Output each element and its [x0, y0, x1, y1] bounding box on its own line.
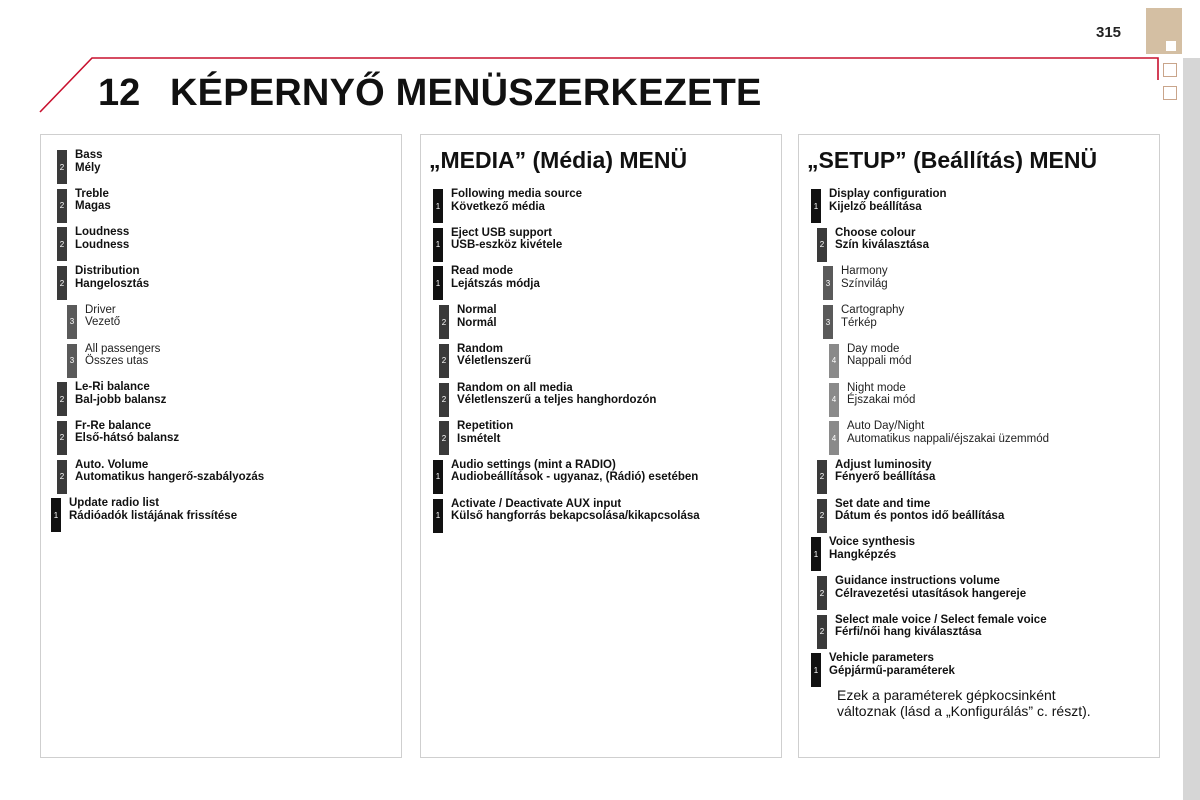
- menu-item-label-en: Display configuration: [829, 188, 947, 200]
- menu-item-texts: [451, 265, 540, 290]
- menu-item-label-en: Driver: [85, 303, 116, 316]
- menu-item-label-hu: Normál: [457, 316, 497, 329]
- menu-item-label-hu: Gépjármű-paraméterek: [829, 664, 955, 677]
- menu-item: [811, 188, 947, 224]
- menu-item-label-en: Day mode: [847, 342, 900, 355]
- menu-item-label-hu: Hangképzés: [829, 548, 897, 561]
- menu-item-label-en: Choose colour: [835, 226, 916, 239]
- menu-level-badge: 1: [433, 189, 443, 223]
- menu-item-label-en: Distribution: [75, 265, 140, 278]
- menu-level-badge: 2: [439, 383, 449, 417]
- menu-item-label-en: Auto Day/Night: [847, 420, 925, 433]
- menu-item-label-en: Voice synthesis: [829, 536, 916, 549]
- menu-level-badge: 2: [57, 189, 67, 223]
- menu-item-label-en: Le-Ri balance: [75, 381, 150, 394]
- menu-level-badge: 2: [817, 615, 827, 649]
- menu-level-badge: 1: [811, 537, 821, 571]
- column-heading: „MEDIA” (Média) MENÜ: [429, 147, 688, 173]
- menu-item-label-hu: Célravezetési utasítások hangereje: [835, 587, 1027, 600]
- menu-item-label-hu: Nappali mód: [847, 355, 912, 368]
- menu-level-badge: 4: [829, 344, 839, 378]
- setup-menu-column: [798, 134, 1160, 758]
- menu-item-label-hu: Férfi/női hang kiválasztása: [835, 626, 982, 639]
- menu-item-label-hu: Lejátszás módja: [451, 277, 540, 290]
- menu-item: [57, 381, 166, 417]
- menu-item-texts: [829, 188, 947, 213]
- menu-level-badge: 2: [57, 150, 67, 184]
- menu-item-label-en: Select male voice / Select female voice: [835, 613, 1047, 626]
- menu-item-texts: [457, 420, 513, 445]
- menu-item-texts: [451, 188, 582, 213]
- page-number: 315: [1096, 24, 1122, 41]
- menu-item-texts: [75, 265, 149, 290]
- menu-item: [817, 498, 1004, 534]
- menu-item-label-en: Random on all media: [457, 381, 573, 394]
- column-heading: „SETUP” (Beállítás) MENÜ: [807, 147, 1098, 173]
- menu-item: [439, 304, 497, 340]
- menu-item-label-hu: Szín kiválasztása: [835, 239, 929, 252]
- menu-level-badge: 3: [823, 305, 833, 339]
- menu-level-badge: 2: [57, 460, 67, 494]
- menu-item-texts: [841, 304, 904, 329]
- menu-item-label-en: Normal: [457, 304, 497, 317]
- menu-item-texts: [829, 536, 915, 561]
- menu-item-label-hu: Véletlenszerű a teljes hanghordozón: [457, 394, 657, 406]
- menu-item: [433, 188, 582, 224]
- menu-item: [57, 459, 264, 495]
- menu-item-label-hu: Első-hátsó balansz: [75, 432, 180, 445]
- menu-item-label-en: Following media source: [451, 188, 582, 200]
- menu-item: [51, 497, 237, 533]
- menu-item-label-hu: Ismételt: [457, 432, 501, 445]
- menu-item-label-en: Audio settings (mint a RADIO): [451, 458, 616, 471]
- menu-item: [433, 459, 698, 495]
- menu-item-texts: [835, 459, 935, 484]
- menu-item-label-en: Fr-Re balance: [75, 419, 152, 432]
- menu-item-texts: [835, 614, 1047, 639]
- menu-item-label-en: Vehicle parameters: [829, 652, 934, 665]
- note-line: változnak (lásd a „Konfigurálás” c. részt).: [837, 703, 1091, 719]
- menu-item-label-en: Eject USB support: [451, 226, 552, 239]
- menu-item-label-hu: Hangelosztás: [75, 277, 150, 290]
- menu-item-label-hu: Dátum és pontos idő beállítása: [835, 510, 1005, 523]
- menu-item: [817, 227, 929, 263]
- menu-item-label-en: Cartography: [841, 304, 905, 317]
- menu-item-label-en: Activate / Deactivate AUX input: [451, 497, 622, 510]
- menu-level-badge: 2: [57, 421, 67, 455]
- menu-item-texts: [75, 226, 129, 251]
- menu-item-label-hu: Audiobeállítások - ugyanaz, (Rádió) esetében: [451, 471, 699, 484]
- menu-item-texts: [451, 459, 698, 484]
- menu-item-label-en: Loudness: [75, 226, 130, 239]
- menu-item-label-en: Treble: [75, 187, 109, 200]
- menu-level-badge: 2: [57, 227, 67, 261]
- menu-item: [57, 188, 111, 224]
- menu-level-badge: 1: [51, 498, 61, 532]
- menu-item-label-hu: Fényerő beállítása: [835, 471, 936, 484]
- menu-level-badge: 1: [811, 653, 821, 687]
- menu-item: [433, 265, 540, 301]
- menu-item: [811, 536, 915, 572]
- menu-item-label-en: Harmony: [841, 265, 888, 278]
- menu-level-badge: 1: [433, 460, 443, 494]
- menu-item-texts: [85, 304, 120, 329]
- menu-item-label-en: Update radio list: [69, 497, 160, 510]
- menu-item: [829, 382, 915, 418]
- menu-item: [433, 227, 562, 263]
- menu-item-texts: [457, 304, 497, 329]
- menu-item-label-en: Night mode: [847, 381, 906, 394]
- menu-level-badge: 3: [67, 344, 77, 378]
- menu-item-texts: [85, 343, 160, 368]
- menu-item-label-hu: Összes utas: [85, 355, 149, 367]
- menu-item-texts: [457, 382, 656, 407]
- menu-item: [57, 420, 179, 456]
- menu-level-badge: 2: [57, 266, 67, 300]
- menu-item-label-hu: Rádióadók listájának frissítése: [69, 509, 238, 522]
- menu-level-badge: 2: [439, 305, 449, 339]
- menu-item-texts: [841, 265, 888, 290]
- menu-item-label-hu: USB-eszköz kivétele: [451, 239, 563, 252]
- menu-item-label-en: Bass: [75, 149, 103, 161]
- menu-item-texts: [847, 343, 912, 368]
- menu-item-texts: [75, 149, 103, 174]
- menu-item: [67, 304, 120, 340]
- note-line: Ezek a paraméterek gépkocsinként: [837, 687, 1056, 703]
- menu-level-badge: 2: [439, 421, 449, 455]
- menu-item: [823, 304, 904, 340]
- menu-item-label-hu: Mély: [75, 161, 101, 174]
- menu-item: [817, 459, 935, 495]
- menu-item: [67, 343, 160, 379]
- menu-item-texts: [847, 420, 1049, 445]
- menu-item-label-hu: Kijelző beállítása: [829, 200, 922, 213]
- menu-level-badge: 2: [817, 499, 827, 533]
- menu-item-texts: [847, 382, 915, 407]
- menu-item-texts: [75, 459, 264, 484]
- menu-item-texts: [75, 420, 179, 445]
- page-title: KÉPERNYŐ MENÜSZERKEZETE: [170, 72, 762, 114]
- menu-item: [57, 149, 103, 185]
- menu-item-label-en: All passengers: [85, 342, 161, 355]
- menu-level-badge: 1: [811, 189, 821, 223]
- chapter-number: 12: [98, 72, 141, 114]
- menu-item-texts: [835, 227, 929, 252]
- menu-item-label-en: Read mode: [451, 265, 513, 278]
- menu-item-label-hu: Színvilág: [841, 277, 888, 290]
- menu-level-badge: 3: [823, 266, 833, 300]
- menu-level-badge: 2: [57, 382, 67, 416]
- menu-item-texts: [451, 227, 562, 252]
- menu-item-texts: [835, 498, 1004, 523]
- menu-item-label-en: Adjust luminosity: [835, 458, 932, 471]
- menu-item: [811, 652, 955, 688]
- menu-item-label-hu: Magas: [75, 200, 111, 213]
- menu-level-badge: 1: [433, 499, 443, 533]
- menu-item: [829, 343, 912, 379]
- menu-item-label-en: Random: [457, 342, 503, 355]
- menu-level-badge: 2: [817, 460, 827, 494]
- menu-item-label-hu: Külső hangforrás bekapcsolása/kikapcsolása: [451, 510, 700, 523]
- menu-level-badge: 3: [67, 305, 77, 339]
- menu-item: [817, 614, 1047, 650]
- menu-item: [817, 575, 1026, 611]
- vehicle-parameters-note: [837, 687, 1091, 719]
- menu-item: [433, 498, 700, 534]
- menu-item-texts: [451, 498, 700, 523]
- menu-level-badge: 1: [433, 228, 443, 262]
- audio-menu-column: [40, 134, 402, 758]
- menu-item-texts: [75, 188, 111, 213]
- menu-level-badge: 1: [433, 266, 443, 300]
- menu-item-texts: [835, 575, 1026, 600]
- margin-strip: [1183, 58, 1200, 800]
- menu-item-label-hu: Következő média: [451, 200, 545, 213]
- menu-item: [439, 382, 656, 418]
- menu-level-badge: 2: [817, 228, 827, 262]
- menu-item: [57, 265, 149, 301]
- menu-item-texts: [75, 381, 166, 406]
- menu-item-label-hu: Térkép: [841, 316, 877, 329]
- menu-item-label-hu: Loudness: [75, 238, 130, 251]
- menu-item: [829, 420, 1049, 456]
- menu-item-texts: [829, 652, 955, 677]
- menu-item: [823, 265, 888, 301]
- menu-item-texts: [457, 343, 531, 368]
- menu-item-label-hu: Vezető: [85, 316, 121, 329]
- menu-level-badge: 2: [439, 344, 449, 378]
- menu-item-label-hu: Automatikus nappali/éjszakai üzemmód: [847, 432, 1049, 445]
- menu-item-label-en: Auto. Volume: [75, 458, 149, 471]
- media-menu-column: [420, 134, 782, 758]
- menu-item: [439, 420, 513, 456]
- menu-level-badge: 4: [829, 383, 839, 417]
- menu-item-label-en: Repetition: [457, 420, 514, 433]
- menu-item-label-hu: Éjszakai mód: [847, 394, 916, 406]
- menu-item-label-en: Guidance instructions volume: [835, 575, 1000, 587]
- menu-item: [439, 343, 531, 379]
- menu-item-label-hu: Bal-jobb balansz: [75, 393, 167, 406]
- menu-level-badge: 4: [829, 421, 839, 455]
- menu-item-label-hu: Véletlenszerű: [457, 355, 532, 368]
- menu-level-badge: 2: [817, 576, 827, 610]
- menu-item-label-hu: Automatikus hangerő-szabályozás: [75, 471, 265, 484]
- menu-item: [57, 226, 129, 262]
- menu-item-label-en: Set date and time: [835, 497, 931, 510]
- menu-item-texts: [69, 497, 237, 522]
